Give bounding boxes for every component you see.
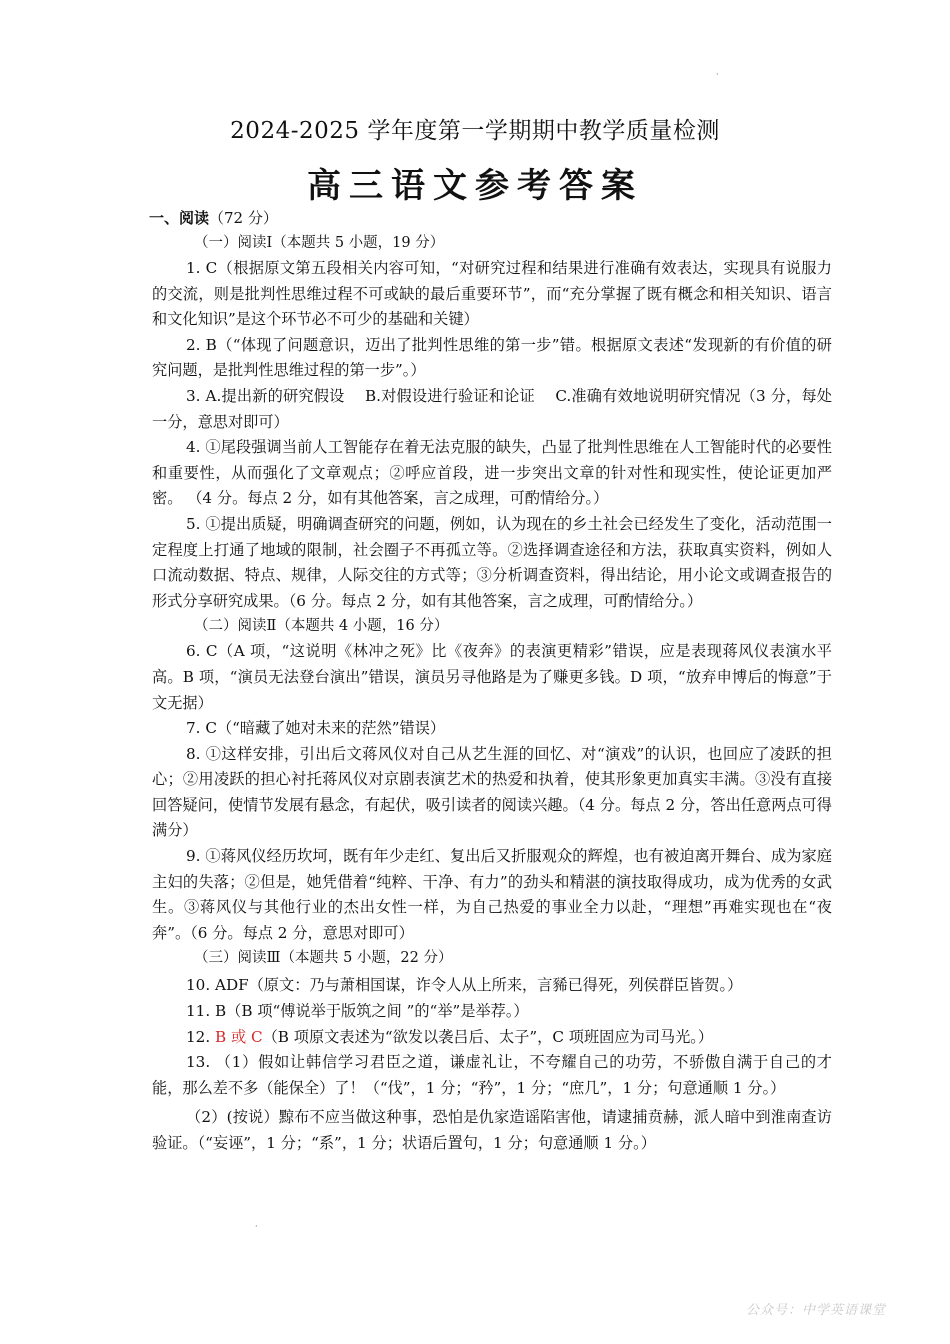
part1-heading: （一）阅读Ⅰ（本题共 5 小题，19 分） — [194, 235, 445, 251]
section-title: 一、阅读 — [149, 209, 210, 227]
answer-q13-part1: 13. （1）假如让韩信学习君臣之道，谦虚礼让，不夸耀自己的功劳，不骄傲自满于自己的才能，那么差不多（能保全）了！（“伐”，1 分；“矜”，1 分；“庶几”，1 分；句意通顺 1 分。） — [152, 1053, 832, 1097]
scan-speck: · — [255, 1222, 258, 1231]
part3-heading: （三）阅读Ⅲ（本题共 5 小题，22 分） — [194, 950, 453, 967]
answer-q12-number: 12. — [186, 1027, 215, 1046]
answer-q1: 1. C（根据原文第五段相关内容可知，“对研究过程和结果进行准确有效表达，实现具有说服力的交流，则是批判性思维过程不可或缺的最后重要环节”，而“充分掌握了既有概念和相关知识、语言和文化知识”是这个环节必不可少的基础和关键） — [152, 259, 832, 329]
section-heading — [149, 206, 832, 231]
answer-q3: 3. A.提出新的研究假设 B.对假设进行验证和论证 C.准确有效地说明研究情况（3 分，每处一分，意思对即可） — [152, 386, 832, 431]
answer-q4: 4. ①尾段强调当前人工智能存在着无法克服的缺失，凸显了批判性思维在人工智能时代的必要性和重要性，从而强化了文章观点；②呼应首段，进一步突出文章的针对性和现实性，使论证更加严密。 （4 分。每点 2 分，如有其他答案，言之成理，可酌情给分。） — [152, 438, 832, 508]
answer-q11: 11. B（B 项“傅说举于版筑之间 ”的“举”是举荐。） — [186, 1002, 529, 1021]
answer-q13-part2: （2）(按说）黥布不应当做这种事，恐怕是仇家造谣陷害他，请逮捕贲赫，派人暗中到淮南查访验证。（“妄诬”，1 分；“系”，1 分；状语后置句，1 分；句意通顺 1 分。） — [152, 1108, 832, 1152]
part2-heading: （二）阅读Ⅱ（本题共 4 小题，16 分） — [194, 618, 449, 635]
answer-q12-explanation: （B 项原文表述为“欲发以袭吕后、太子”，C 项班固应为司马光。） — [262, 1027, 714, 1046]
exam-subtitle: 2024-2025 学年度第一学期期中教学质量检测 — [230, 118, 720, 144]
watermark: 公众号：中学英语课堂 — [745, 1303, 886, 1318]
answer-q10: 10. ADF（原文：乃与萧相国谋，诈令人从上所来，言豨已得死，列侯群臣皆贺。） — [186, 976, 743, 995]
section-score: （72 分） — [209, 209, 278, 227]
answer-q12-choice: B 或 C — [214, 1027, 263, 1046]
answer-q8: 8. ①这样安排，引出后文蒋风仪对自己从艺生涯的回忆、对“演戏”的认识，也回应了凌跃的担心；②用凌跃的担心衬托蒋风仪对京剧表演艺术的热爱和执着，使其形象更加真实丰满。③没有直接回答疑问，使情节发展有悬念，有起伏，吸引读者的阅读兴趣。（4 分。每点 2 分，答出任意两点可得满分） — [152, 744, 832, 840]
answer-q2: 2. B（“体现了问题意识，迈出了批判性思维的第一步”错。根据原文表述“发现新的有价值的研究问题，是批判性思维过程的第一步”。） — [152, 335, 832, 380]
answer-content — [149, 206, 832, 1157]
answer-q7: 7. C（“暗藏了她对未来的茫然”错误） — [186, 719, 446, 738]
answer-q12 — [152, 1025, 832, 1051]
answer-q6: 6. C（A 项，“这说明《林冲之死》比《夜奔》的表演更精彩”错误，应是表现蒋风仪表演水平高。B 项，“演员无法登台演出”错误，演员另寻他路是为了赚更多钱。D 项，“放弃申博后的悔意”于文无据） — [152, 642, 832, 712]
answer-q5: 5. ①提出质疑，明确调查研究的问题，例如，认为现在的乡土社会已经发生了变化，活动范围一定程度上打通了地域的限制，社会圈子不再孤立等。②选择调查途径和方法，获取真实资料，例如人口流动数据、特点、规律，人际交往的方式等；③分析调查资料，得出结论，用小论文或调查报告的形式分享研究成果。（6 分。每点 2 分，如有其他答案，言之成理，可酌情给分。） — [152, 514, 832, 610]
scan-speck: · — [716, 70, 719, 79]
page-title: 高三语文参考答案 — [307, 166, 643, 206]
answer-q9: 9. ①蒋风仪经历坎坷，既有年少走红、复出后又折服观众的辉煌，也有被迫离开舞台、成为家庭主妇的失落；②但是，她凭借着“纯粹、干净、有力”的劲头和精湛的演技取得成功，成为优秀的女武生。③蒋风仪与其他行业的杰出女性一样，为自己热爱的事业全力以赴，“理想”再难实现也在“夜奔”。（6 分。每点 2 分，意思对即可） — [152, 847, 832, 942]
